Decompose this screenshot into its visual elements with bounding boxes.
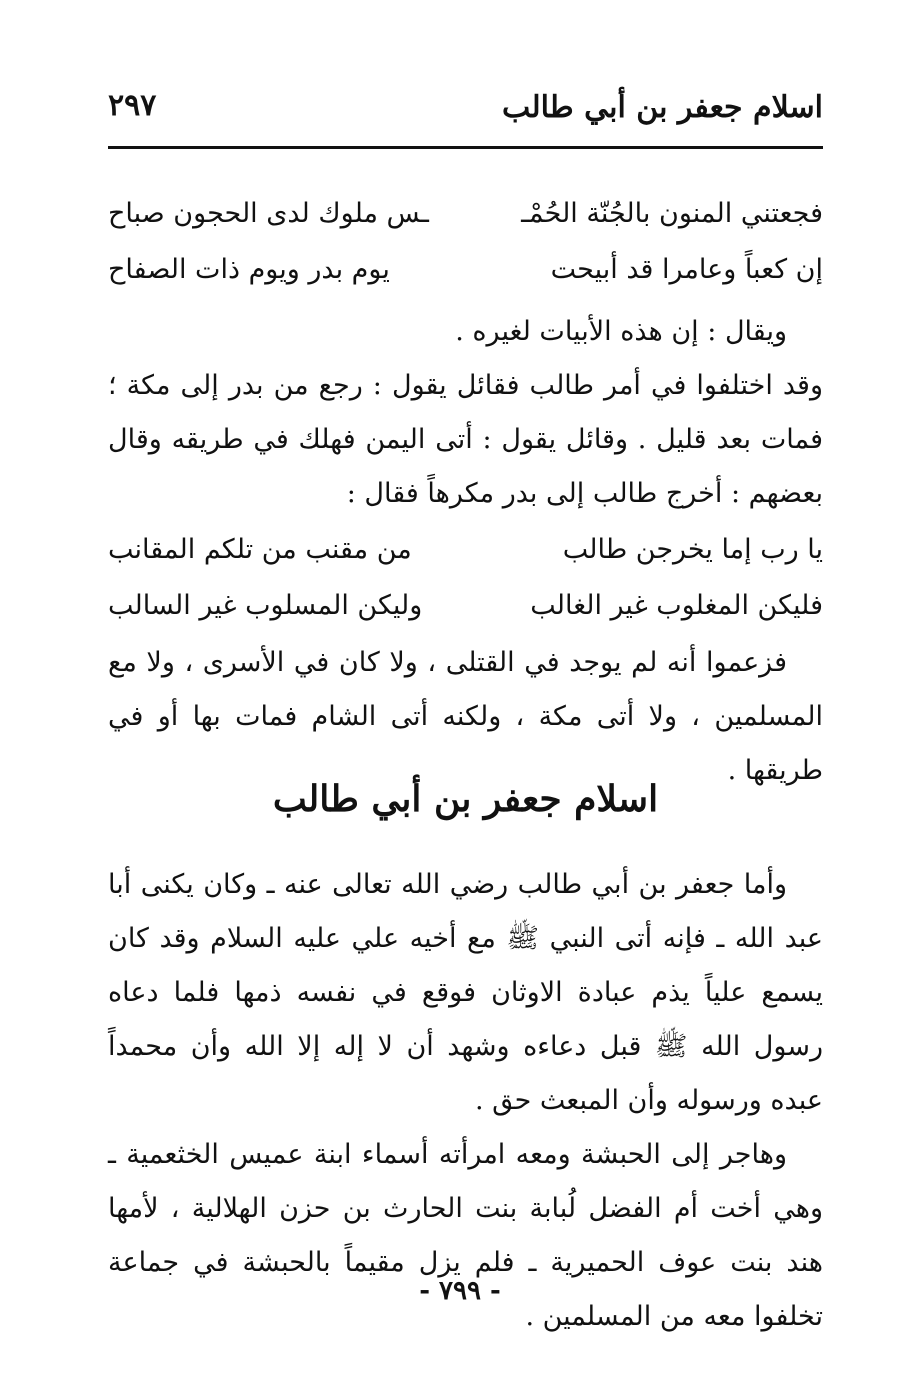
header-rule [108, 146, 823, 149]
header-page-number: ٢٩٧ [108, 88, 157, 123]
running-header [108, 84, 823, 130]
footer-page-number: - ٧٩٩ - [419, 1276, 501, 1306]
running-title: اسلام جعفر بن أبي طالب [502, 90, 823, 125]
paragraph: وأما جعفر بن أبي طالب رضي الله تعالى عنه ـ وكان يكنى أبا عبد الله ـ فإنه أتى النبي ﷺ مع أخيه علي عليه السلام وقد كان يسمع علياً يذم عبادة الاوثان فوقع في نفسه ذمها فلما دعاه رسول الله ﷺ قبل دعاءه وشهد أن لا إله إلا الله وأن محمداً عبده ورسوله وأن المبعث حق . [108, 869, 823, 1116]
verse-first-hemistich: يا رب إما يخرجن طالب [562, 534, 823, 565]
section-heading: اسلام جعفر بن أبي طالب [272, 778, 659, 820]
poem-1 [108, 194, 823, 306]
poem-2 [108, 530, 823, 642]
verse-second-hemistich: يوم بدر ويوم ذات الصفاح [108, 254, 390, 285]
paragraph: ويقال : إن هذه الأبيات لغيره . [455, 316, 787, 347]
verse-first-hemistich: فجعتني المنون بالجُنّة الحُمْـ [521, 198, 823, 229]
prose-block-c [108, 858, 823, 1344]
prose-block-a [108, 305, 823, 521]
verse-second-hemistich: وليكن المسلوب غير السالب [108, 590, 423, 621]
poem-verse [108, 530, 823, 586]
verse-first-hemistich: إن كعباً وعامرا قد أبيحت [550, 254, 823, 285]
poem-verse [108, 250, 823, 306]
verse-second-hemistich: من مقنب من تلكم المقانب [108, 534, 412, 565]
paragraph: وهاجر إلى الحبشة ومعه امرأته أسماء ابنة عميس الخثعمية ـ وهي أخت أم الفضل لُبابة بنت الحارث بن حزن الهلالية ، لأمها هند بنت عوف الحميرية ـ فلم يزل مقيماً بالحبشة في جماعة تخلفوا معه من المسلمين . [108, 1139, 823, 1332]
verse-second-hemistich: ـس ملوك لدى الحجون صباح [108, 198, 429, 229]
verse-first-hemistich: فليكن المغلوب غير الغالب [530, 590, 823, 621]
paragraph: وقد اختلفوا في أمر طالب فقائل يقول : رجع من بدر إلى مكة ؛ فمات بعد قليل . وقائل يقول : أتى اليمن فهلك في طريقه وقال بعضهم : أخرج طالب إلى بدر مكرهاً فقال : [108, 370, 823, 509]
prose-block-b [108, 636, 823, 798]
poem-verse [108, 194, 823, 250]
paragraph: فزعموا أنه لم يوجد في القتلى ، ولا كان في الأسرى ، ولا مع المسلمين ، ولا أتى مكة ، ولكنه أتى الشام فمات بها أو في طريقها . [108, 647, 823, 786]
poem-verse [108, 586, 823, 642]
